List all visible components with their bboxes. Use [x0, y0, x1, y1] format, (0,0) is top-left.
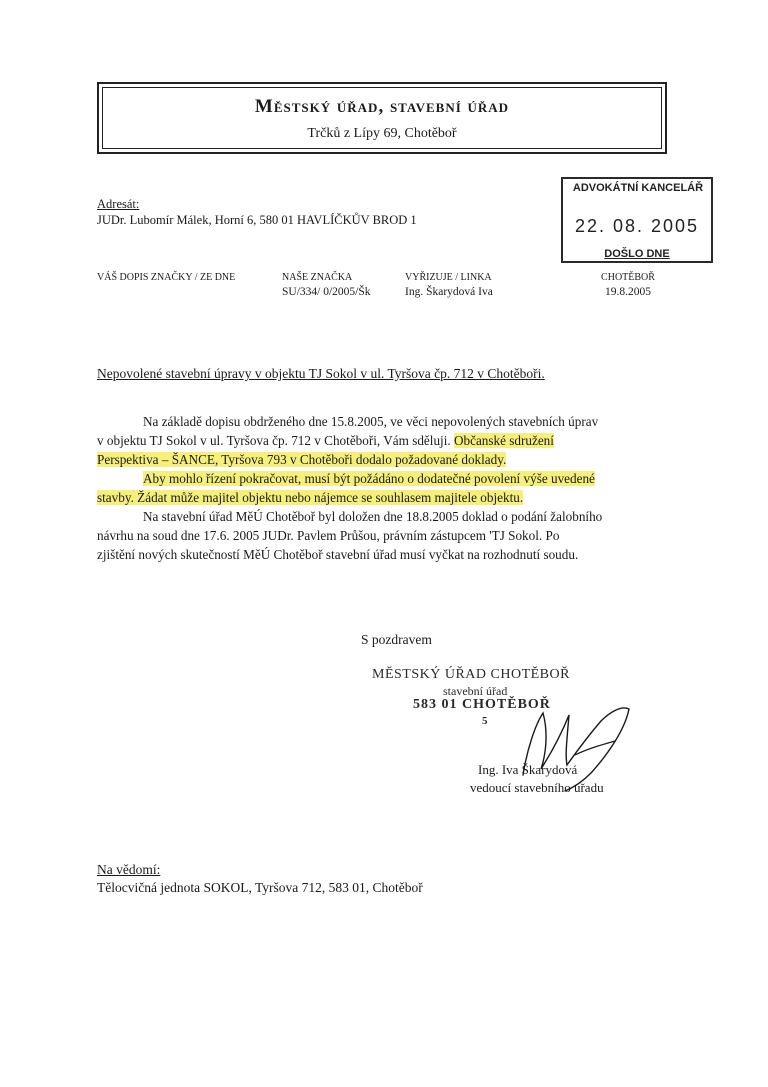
paragraph-1-line-1: Na základě dopisu obdrženého dne 15.8.2005, ve věci nepovolených stavebních úprav [143, 414, 599, 429]
stamp-received-label: DOŠLO DNE [604, 248, 670, 260]
paragraph-1-line-2 [97, 432, 670, 451]
highlighted-text: stavby. Žádat může majitel objektu nebo nájemce se souhlasem majitele objektu. [97, 490, 524, 505]
contact-value: Ing. Škarydová Iva [405, 286, 493, 298]
stamp-date: 22. 08. 2005 [574, 216, 700, 236]
paragraph-2-line-2 [97, 489, 670, 508]
highlighted-text: Aby mohlo řízení pokračovat, musí být požádáno o dodatečné povolení výše uvedené [143, 471, 595, 486]
addressee-label: Adresát: [97, 197, 140, 211]
cc-label: Na vědomí: [97, 862, 161, 877]
signer-name: Ing. Iva Škarydová [478, 762, 578, 777]
office-stamp-line-1: MĚSTSKÝ ÚŘAD CHOTĚBOŘ [372, 667, 570, 682]
office-stamp-line-2: stavební úřad [443, 684, 508, 698]
paragraph-3-line-3: zjištění nových skutečností MěÚ Chotěboř stavební úřad musí vyčkat na rozhodnutí soudu. [97, 547, 579, 562]
our-ref-label: NAŠE ZNAČKA [282, 272, 353, 283]
cc-text: Tělocvičná jednota SOKOL, Tyršova 712, 583 01, Chotěboř [97, 880, 423, 895]
office-address: Trčků z Lípy 69, Chotěboř [307, 126, 457, 141]
place-date: 19.8.2005 [605, 286, 651, 298]
greeting: S pozdravem [361, 632, 432, 647]
addressee-text: JUDr. Lubomír Málek, Horní 6, 580 01 HAVLÍČKŮV BROD 1 [97, 213, 417, 227]
your-ref-label: VÁŠ DOPIS ZNAČKY / ZE DNE [97, 272, 236, 283]
office-stamp-number: 5 [482, 715, 488, 727]
signer-title: vedoucí stavebního úřadu [470, 780, 604, 795]
paragraph-1-line-3 [97, 451, 670, 470]
received-stamp [561, 177, 713, 263]
paragraph-1-line-2-text: v objektu TJ Sokol v ul. Tyršova čp. 712 v Chotěboři, Vám sděluji. [97, 433, 454, 448]
highlighted-text: Perspektiva – ŠANCE, Tyršova 793 v Chotěboři dodalo požadované doklady. [97, 452, 507, 467]
letterhead-box [97, 82, 667, 154]
our-ref-value: SU/334/ 0/2005/Šk [282, 286, 371, 298]
paragraph-3-line-2: návrhu na soud dne 17.6. 2005 JUDr. Pavlem Průšou, právním zástupcem 'TJ Sokol. Po [97, 528, 560, 543]
highlighted-text: Občanské sdružení [453, 433, 554, 448]
office-title: Městský úřad, stavební úřad [254, 96, 510, 117]
paragraph-2-line-1 [97, 470, 670, 489]
contact-label: VYŘIZUJE / LINKA [405, 272, 492, 283]
subject-line: Nepovolené stavební úpravy v objektu TJ Sokol v ul. Tyršova čp. 712 v Chotěboři. [97, 366, 545, 381]
paragraph-3-line-1: Na stavební úřad MěÚ Chotěboř byl doložen dne 18.8.2005 doklad o podání žalobního [143, 509, 603, 524]
place-label: CHOTĚBOŘ [601, 272, 655, 283]
stamp-title: ADVOKÁTNÍ KANCELÁŘ [572, 182, 704, 194]
office-stamp-line-3: 583 01 CHOTĚBOŘ [413, 697, 551, 712]
